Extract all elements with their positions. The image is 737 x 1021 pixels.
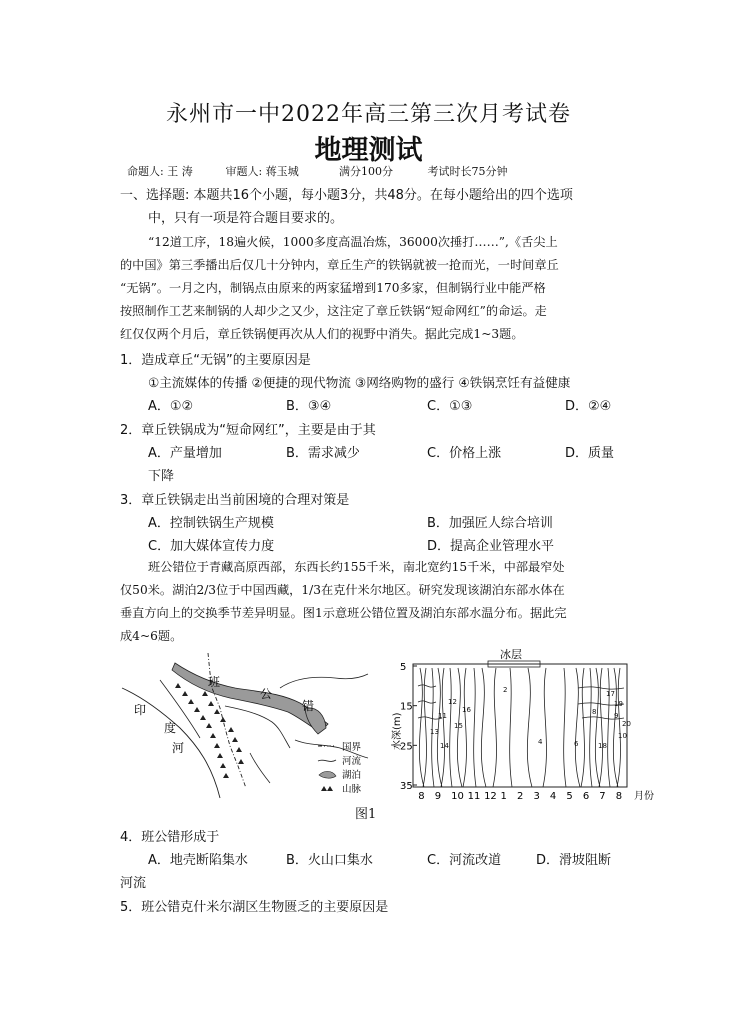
question-4-stem: 4．班公错形成于 (120, 830, 220, 845)
isotherm-value-label: 17 (606, 690, 615, 698)
map-label-ban: 班 (208, 675, 221, 689)
river-line (280, 674, 368, 688)
y-tick-label: 5 (400, 662, 407, 673)
exam-meta (127, 163, 508, 179)
x-tick-label: 4 (549, 791, 557, 802)
question-1-option-a[interactable]: A．①② (148, 399, 194, 414)
chart-frame (413, 664, 627, 787)
isotherm-value-label: 20 (622, 720, 631, 728)
isotherm-line (564, 668, 566, 787)
location-map (120, 648, 370, 800)
isotherm-value-label: 19 (614, 700, 623, 708)
question-3-stem: 3．章丘铁锅走出当前困境的合理对策是 (120, 493, 350, 508)
section-heading: 一、选择题: 本题共16个小题，每小题3分，共48分。在每小题给出的四个选项 (120, 188, 573, 203)
isotherm-value-label: 10 (618, 732, 627, 740)
isotherm-value-label: 12 (448, 698, 457, 706)
passage-line: 成4~6题。 (120, 629, 183, 643)
map-label-cuo: 错 (302, 699, 315, 713)
figure-caption: 图1 (355, 807, 377, 822)
question-4-option-c[interactable]: C．河流改道 (427, 853, 502, 868)
question-2-option-a[interactable]: A．产量增加 (148, 446, 222, 461)
x-tick-label: 11 (467, 791, 481, 802)
lake-shape (172, 663, 328, 732)
map-label-he: 河 (172, 741, 185, 755)
question-1-option-c[interactable]: C．①③ (427, 399, 473, 414)
isotherm-value-label: 6 (574, 740, 579, 748)
question-1-stem: 1．造成章丘“无锅”的主要原因是 (120, 353, 311, 368)
question-4-option-d-cont: 河流 (120, 876, 147, 891)
question-1-option-b[interactable]: B．③④ (286, 399, 332, 414)
map-legend (318, 742, 362, 795)
isotherm-line (481, 668, 486, 787)
map-label-du: 度 (164, 721, 177, 735)
x-tick-label: 10 (451, 791, 464, 802)
passage-line: 按照制作工艺来制锅的人却少之又少，这注定了章丘铁锅“短命网红”的命运。走 (120, 304, 547, 318)
isotherm-line (608, 668, 610, 787)
isotherm-value-label: 16 (462, 706, 471, 714)
reviewer-info: 审题人: 蒋玉城 (225, 165, 299, 178)
isotherm-line (419, 668, 424, 787)
isotherm-line (493, 668, 496, 787)
passage-line: “12道工序，18遍火候，1000多度高温冶炼，36000次捶打……”,《舌尖上 (148, 235, 558, 249)
river-line (250, 753, 270, 783)
legend-lake: 湖泊 (342, 770, 362, 781)
question-4-option-a[interactable]: A．地壳断陷集水 (148, 853, 248, 868)
y-tick-label: 35 (400, 781, 413, 792)
isotherm-value-label: 2 (503, 686, 508, 694)
full-score: 满分100分 (339, 165, 393, 178)
question-2-option-c[interactable]: C．价格上涨 (427, 446, 502, 461)
isotherm-line (474, 668, 476, 787)
isotherm-value-label: 14 (440, 742, 449, 750)
exam-time: 考试时长75分钟 (427, 165, 508, 178)
question-2-option-b[interactable]: B．需求减少 (286, 446, 360, 461)
isotherm-line (575, 668, 580, 787)
ice-layer-label: 冰层 (500, 648, 522, 661)
isotherm-value-label: 13 (430, 728, 439, 736)
y-tick-label: 25 (400, 741, 413, 753)
passage-line: 红仅仅两个月后，章丘铁锅便再次从人们的视野中消失。据此完成1~3题。 (120, 327, 524, 341)
legend-border: 国界 (342, 742, 362, 753)
isotherm-line (590, 668, 592, 787)
passage-line: 班公错位于青藏高原西部，东西长约155千米，南北宽约15千米，中部最窄处 (148, 560, 565, 574)
legend-mountain: 山脉 (342, 784, 362, 795)
isotherm-line (578, 687, 624, 689)
question-2-option-d[interactable]: D．质量 (565, 446, 615, 461)
subject-title: 地理测试 (314, 135, 423, 166)
question-2-option-d-cont: 下降 (148, 469, 175, 484)
isotherm-value-label: 18 (598, 742, 607, 750)
y-axis-label: 水深(m) (392, 712, 403, 750)
isotherm-line (613, 668, 618, 787)
isotherm-line (617, 668, 620, 787)
passage-line: “无锅”。一月之内，制锅点由原来的两家猛增到170多家，但制锅行业中能严格 (120, 281, 546, 295)
question-1-option-d[interactable]: D．②④ (565, 399, 612, 414)
question-3-option-a[interactable]: A．控制铁锅生产规模 (148, 516, 274, 531)
map-label-yin: 印 (134, 703, 147, 717)
x-axis-unit: 月份 (634, 791, 654, 802)
question-2-stem: 2．章丘铁锅成为“短命网红”，主要是由于其 (120, 423, 376, 438)
question-4-option-d[interactable]: D．滑坡阻断 (536, 853, 612, 868)
x-tick-label: 9 (434, 791, 442, 802)
isotherm-line (510, 668, 512, 787)
passage-line: 垂直方向上的交换季节差异明显。图1示意班公错位置及湖泊东部水温分布。据此完 (120, 606, 567, 620)
isotherm-value-label: 8 (592, 708, 597, 716)
isotherm-line (581, 668, 584, 787)
question-1-items: ①主流媒体的传播 ②便捷的现代物流 ③网络购物的盛行 ④铁锅烹饪有益健康 (148, 375, 571, 390)
question-5-stem: 5．班公错克什米尔湖区生物匮乏的主要原因是 (120, 900, 389, 915)
map-label-gong: 公 (260, 687, 273, 701)
passage-line: 的中国》第三季播出后仅几十分钟内，章丘生产的铁锅就被一抢而光，一时间章丘 (120, 258, 559, 272)
question-3-option-d[interactable]: D．提高企业管理水平 (427, 539, 555, 554)
question-3-option-b[interactable]: B．加强匠人综合培训 (427, 516, 553, 531)
x-tick-label: 2 (517, 791, 524, 802)
border-line (208, 653, 246, 788)
isotherm-value-label: 11 (438, 712, 447, 720)
question-3-option-c[interactable]: C．加大媒体宣传力度 (148, 539, 275, 554)
isotherm-line (599, 668, 602, 787)
isotherm-value-label: 15 (454, 722, 463, 730)
x-tick-label: 12 (484, 791, 497, 802)
isotherm-line (527, 668, 532, 787)
setter-info: 命题人: 王 涛 (127, 165, 193, 178)
y-tick-label: 15 (400, 701, 413, 713)
x-tick-label: 8 (418, 791, 425, 802)
section-heading-cont: 中，只有一项是符合题目要求的。 (148, 211, 344, 226)
water-temperature-chart (378, 648, 654, 806)
isotherm-line (543, 668, 546, 787)
x-tick-label: 7 (599, 791, 606, 802)
x-tick-label: 8 (615, 791, 623, 802)
x-tick-label: 6 (582, 791, 590, 802)
question-4-option-b[interactable]: B．火山口集水 (286, 853, 373, 868)
isotherm-value-label: 4 (538, 738, 543, 746)
x-tick-label: 1 (500, 791, 507, 802)
isotherm-line (463, 668, 466, 787)
passage-line: 仅50米。湖泊2/3位于中国西藏，1/3在克什米尔地区。研究发现该湖泊东部水体在 (120, 583, 565, 597)
isotherm-line (450, 668, 452, 787)
isotherm-line (595, 668, 600, 787)
exam-title: 永州市一中2022年高三第三次月考试卷 (166, 102, 571, 127)
x-tick-label: 5 (566, 791, 573, 802)
isotherm-value-label: 9 (614, 712, 619, 720)
legend-river: 河流 (342, 756, 362, 767)
x-tick-label: 3 (533, 791, 540, 802)
isotherm-line (441, 668, 444, 787)
